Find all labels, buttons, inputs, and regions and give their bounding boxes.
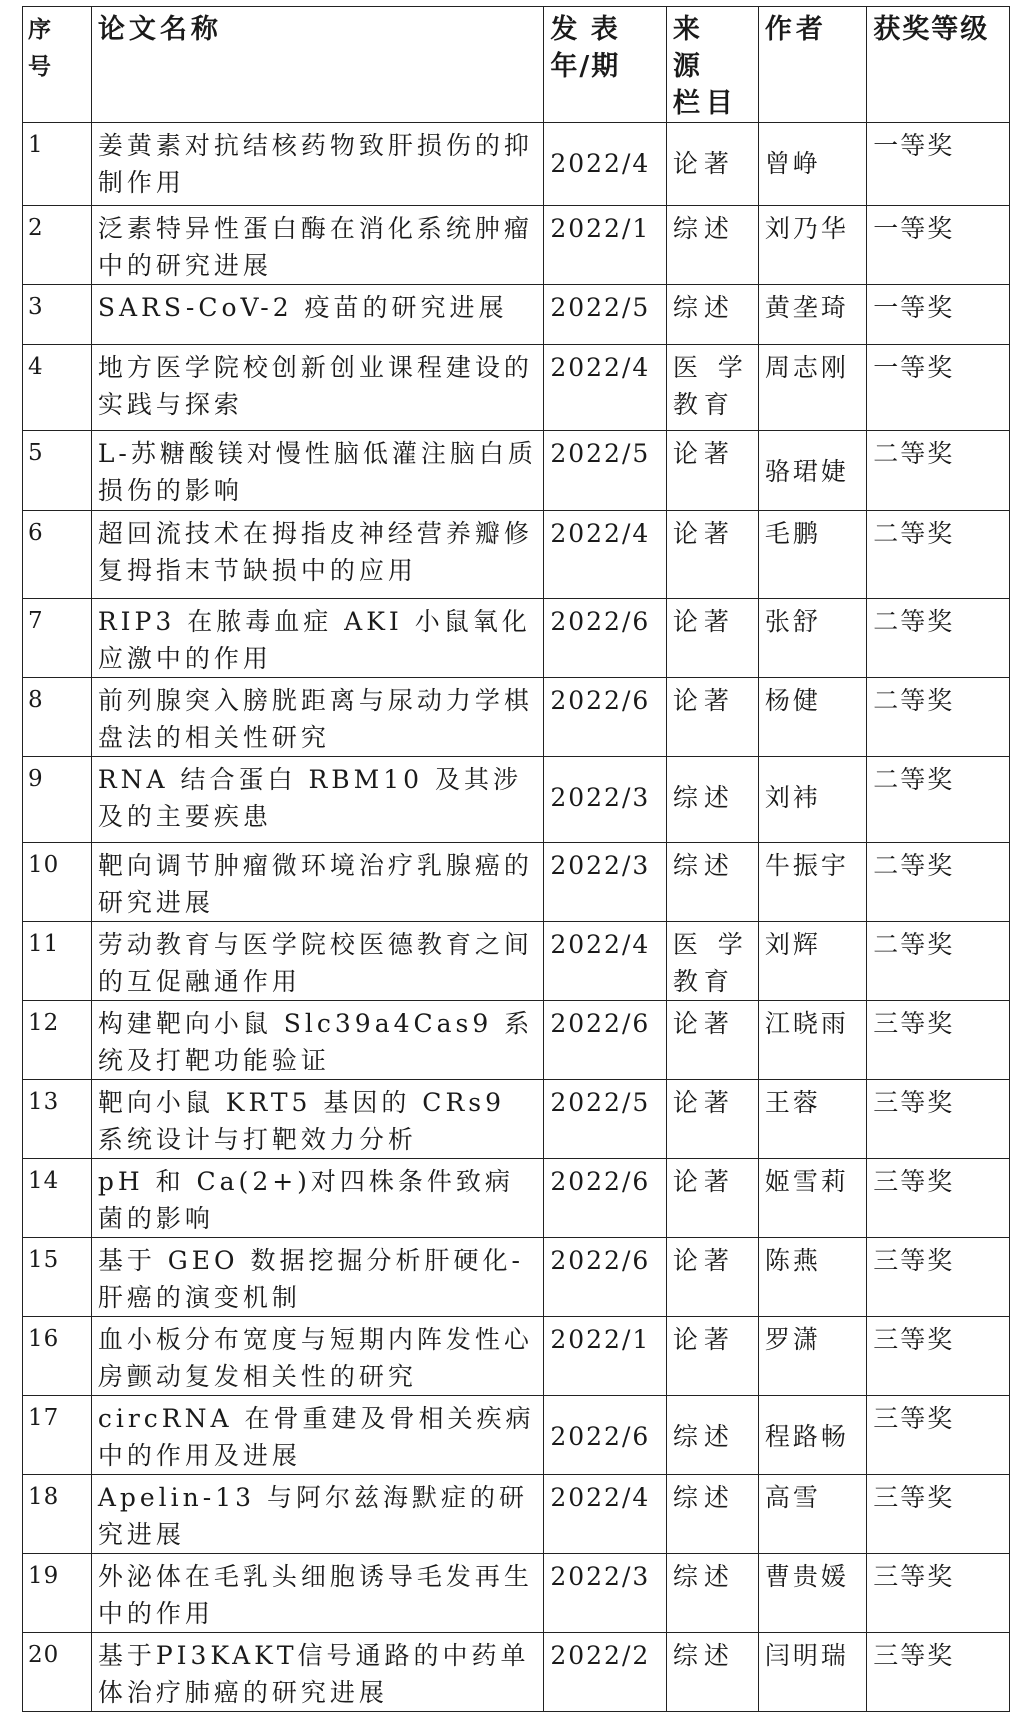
row-title: RIP3 在脓毒血症 AKI 小鼠氧化应激中的作用 [91,599,544,678]
row-date: 2022/3 [544,1554,666,1633]
row-award: 二等奖 [867,922,1010,1001]
row-column: 综述 [666,1554,758,1633]
table-row [23,757,1010,843]
row-award: 一等奖 [867,345,1010,431]
row-award: 二等奖 [867,757,1010,843]
header-row [23,7,1010,123]
table-row [23,345,1010,431]
header-column: 来 源 栏目 [666,7,758,123]
row-award: 三等奖 [867,1475,1010,1554]
row-author: 高雪 [758,1475,866,1554]
table-row [23,843,1010,922]
row-column: 论著 [666,431,758,511]
row-author: 曹贵媛 [758,1554,866,1633]
row-column: 论著 [666,1080,758,1159]
row-date: 2022/6 [544,1238,666,1317]
row-title: 靶向小鼠 KRT5 基因的 CRs9 系统设计与打靶效力分析 [91,1080,544,1159]
row-award: 二等奖 [867,843,1010,922]
row-title: 地方医学院校创新创业课程建设的实践与探索 [91,345,544,431]
row-author: 牛振宇 [758,843,866,922]
table-row [23,678,1010,757]
row-author: 江晓雨 [758,1001,866,1080]
row-column: 论著 [666,1238,758,1317]
row-title: circRNA 在骨重建及骨相关疾病中的作用及进展 [91,1396,544,1475]
table-row [23,1159,1010,1238]
row-column: 综述 [666,285,758,345]
row-title: 基于PI3KAKT信号通路的中药单体治疗肺癌的研究进展 [91,1633,544,1712]
row-author: 张舒 [758,599,866,678]
table-row [23,599,1010,678]
table-row [23,1554,1010,1633]
row-award: 三等奖 [867,1238,1010,1317]
row-no: 2 [23,206,92,285]
row-column: 综述 [666,206,758,285]
row-title: RNA 结合蛋白 RBM10 及其涉及的主要疾患 [91,757,544,843]
row-award: 二等奖 [867,511,1010,599]
row-author: 陈燕 [758,1238,866,1317]
row-author: 刘辉 [758,922,866,1001]
row-date: 2022/5 [544,285,666,345]
row-author: 刘袆 [758,757,866,843]
table-row [23,1080,1010,1159]
row-award: 二等奖 [867,599,1010,678]
row-column: 论著 [666,123,758,206]
row-author: 刘乃华 [758,206,866,285]
row-title: 劳动教育与医学院校医德教育之间的互促融通作用 [91,922,544,1001]
row-no: 17 [23,1396,92,1475]
row-column: 论著 [666,1159,758,1238]
row-title: 姜黄素对抗结核药物致肝损伤的抑制作用 [91,123,544,206]
row-date: 2022/6 [544,1396,666,1475]
row-author: 闫明瑞 [758,1633,866,1712]
row-date: 2022/6 [544,1159,666,1238]
row-date: 2022/1 [544,206,666,285]
row-title: 基于 GEO 数据挖掘分析肝硬化-肝癌的演变机制 [91,1238,544,1317]
row-author: 骆珺婕 [758,431,866,511]
row-date: 2022/1 [544,1317,666,1396]
row-date: 2022/3 [544,757,666,843]
row-date: 2022/4 [544,511,666,599]
table-row [23,206,1010,285]
row-author: 黄垄琦 [758,285,866,345]
header-author: 作者 [758,7,866,123]
table-row [23,1238,1010,1317]
row-date: 2022/3 [544,843,666,922]
row-no: 3 [23,285,92,345]
row-award: 一等奖 [867,206,1010,285]
row-title: 泛素特异性蛋白酶在消化系统肿瘤中的研究进展 [91,206,544,285]
row-title: 靶向调节肿瘤微环境治疗乳腺癌的研究进展 [91,843,544,922]
row-award: 三等奖 [867,1159,1010,1238]
row-award: 三等奖 [867,1317,1010,1396]
row-date: 2022/6 [544,599,666,678]
row-title: pH 和 Ca(2+)对四株条件致病菌的影响 [91,1159,544,1238]
row-no: 6 [23,511,92,599]
row-date: 2022/5 [544,1080,666,1159]
row-column: 综述 [666,1396,758,1475]
row-no: 8 [23,678,92,757]
row-date: 2022/6 [544,678,666,757]
row-no: 10 [23,843,92,922]
row-date: 2022/2 [544,1633,666,1712]
row-author: 杨健 [758,678,866,757]
row-no: 7 [23,599,92,678]
row-column: 综述 [666,1475,758,1554]
row-award: 二等奖 [867,431,1010,511]
row-column: 综述 [666,1633,758,1712]
row-author: 周志刚 [758,345,866,431]
row-title: 超回流技术在拇指皮神经营养瓣修复拇指末节缺损中的应用 [91,511,544,599]
table-row [23,922,1010,1001]
row-no: 13 [23,1080,92,1159]
row-column: 医 学 教育 [666,345,758,431]
row-column: 医 学 教育 [666,922,758,1001]
row-award: 三等奖 [867,1554,1010,1633]
row-author: 程路畅 [758,1396,866,1475]
row-no: 15 [23,1238,92,1317]
row-award: 三等奖 [867,1396,1010,1475]
row-award: 一等奖 [867,285,1010,345]
row-award: 三等奖 [867,1080,1010,1159]
row-column: 综述 [666,843,758,922]
row-author: 罗潇 [758,1317,866,1396]
header-title: 论文名称 [91,7,544,123]
row-title: SARS-CoV-2 疫苗的研究进展 [91,285,544,345]
row-no: 20 [23,1633,92,1712]
row-column: 论著 [666,599,758,678]
row-no: 14 [23,1159,92,1238]
row-date: 2022/6 [544,1001,666,1080]
row-column: 论著 [666,1317,758,1396]
row-award: 三等奖 [867,1633,1010,1712]
row-column: 论著 [666,511,758,599]
row-no: 16 [23,1317,92,1396]
row-award: 二等奖 [867,678,1010,757]
row-author: 毛鹏 [758,511,866,599]
award-table [22,6,1010,1712]
table-row [23,123,1010,206]
row-award: 一等奖 [867,123,1010,206]
row-no: 5 [23,431,92,511]
row-title: 前列腺突入膀胱距离与尿动力学棋盘法的相关性研究 [91,678,544,757]
table-row [23,1633,1010,1712]
row-date: 2022/5 [544,431,666,511]
row-date: 2022/4 [544,922,666,1001]
row-date: 2022/4 [544,123,666,206]
table-row [23,285,1010,345]
row-title: 血小板分布宽度与短期内阵发性心房颤动复发相关性的研究 [91,1317,544,1396]
table-row [23,511,1010,599]
row-title: 外泌体在毛乳头细胞诱导毛发再生中的作用 [91,1554,544,1633]
header-date: 发 表 年/期 [544,7,666,123]
header-award: 获奖等级 [867,7,1010,123]
row-column: 综述 [666,757,758,843]
row-author: 姬雪莉 [758,1159,866,1238]
table-row [23,1396,1010,1475]
row-no: 18 [23,1475,92,1554]
row-column: 论著 [666,678,758,757]
table-row [23,1475,1010,1554]
row-no: 11 [23,922,92,1001]
row-date: 2022/4 [544,1475,666,1554]
row-date: 2022/4 [544,345,666,431]
table-row [23,1317,1010,1396]
row-no: 9 [23,757,92,843]
row-title: L-苏糖酸镁对慢性脑低灌注脑白质损伤的影响 [91,431,544,511]
row-column: 论著 [666,1001,758,1080]
row-title: Apelin-13 与阿尔兹海默症的研究进展 [91,1475,544,1554]
row-award: 三等奖 [867,1001,1010,1080]
row-title: 构建靶向小鼠 Slc39a4Cas9 系统及打靶功能验证 [91,1001,544,1080]
row-no: 4 [23,345,92,431]
row-author: 曾峥 [758,123,866,206]
row-no: 12 [23,1001,92,1080]
row-no: 1 [23,123,92,206]
row-author: 王蓉 [758,1080,866,1159]
header-no: 序 号 [23,7,92,123]
table-row [23,1001,1010,1080]
table-row [23,431,1010,511]
row-no: 19 [23,1554,92,1633]
